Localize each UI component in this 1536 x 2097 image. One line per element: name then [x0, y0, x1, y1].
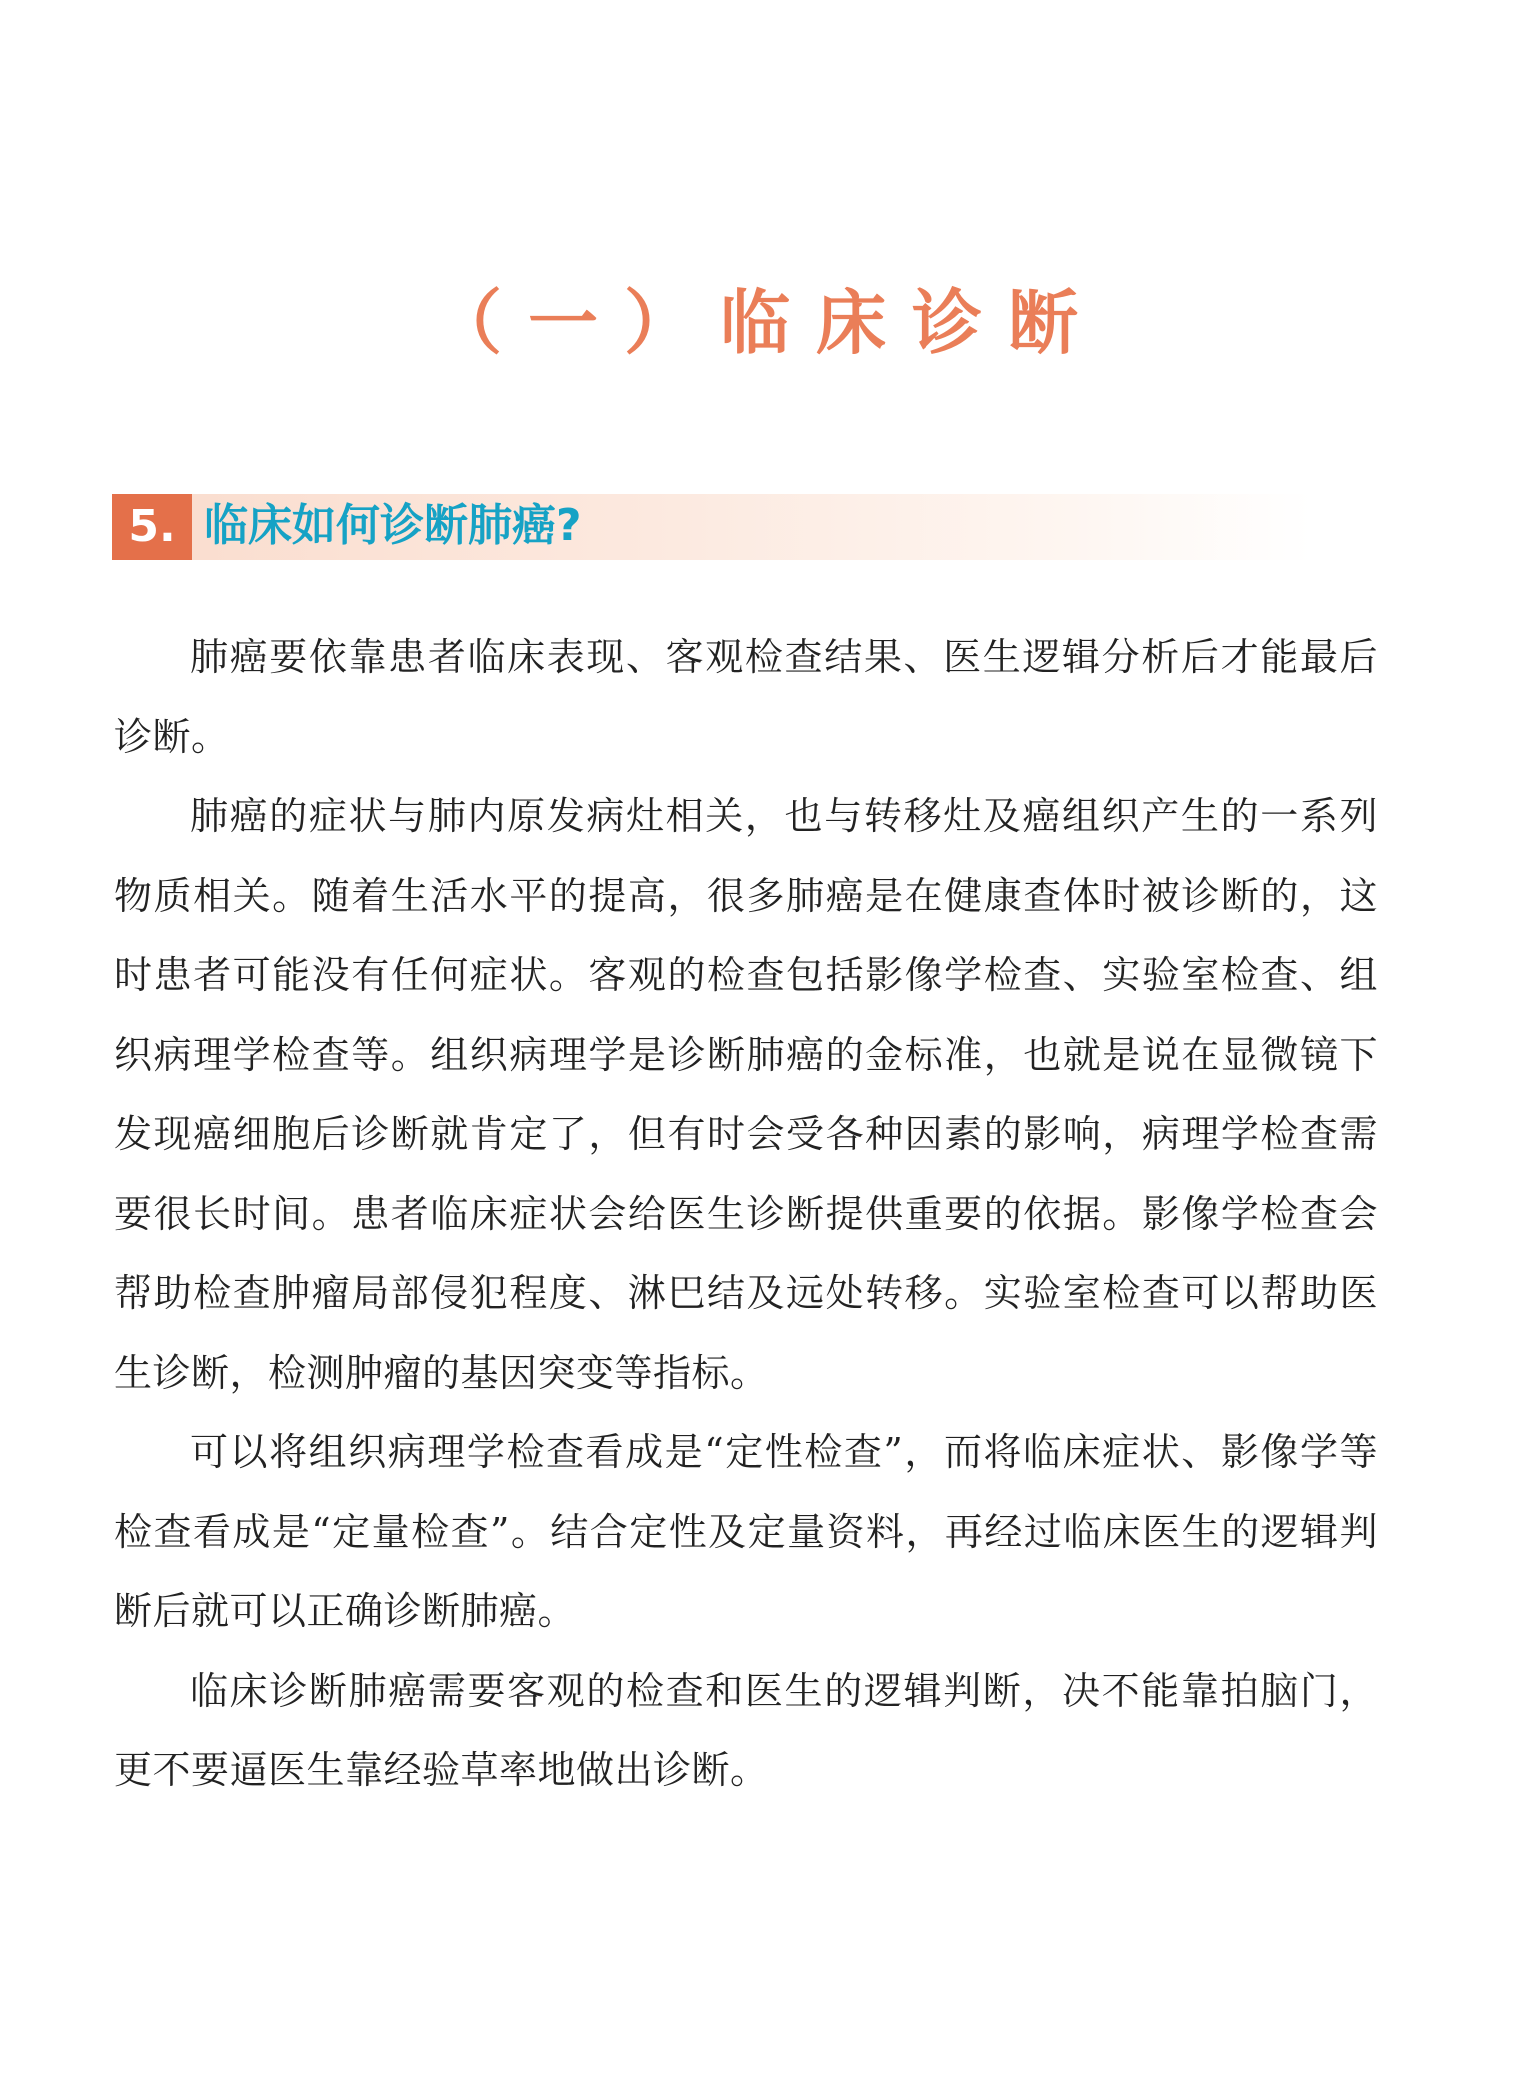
paragraph-3: 可以将组织病理学检查看成是“定性检查”，而将临床症状、影像学等检查看成是“定量检查”。结合定性及定量资料，再经过临床医生的逻辑判断后就可以正确诊断肺癌。 [114, 1430, 1378, 1633]
paragraph-4: 临床诊断肺癌需要客观的检查和医生的逻辑判断，决不能靠拍脑门，更不要逼医生靠经验草率地做出诊断。 [114, 1668, 1378, 1792]
paragraph-1: 肺癌要依靠患者临床表现、客观检查结果、医生逻辑分析后才能最后诊断。 [114, 635, 1378, 759]
section-title: （一）临床诊断 [432, 281, 1104, 364]
body-text [114, 618, 1378, 1811]
question-text: 临床如何诊断肺癌? [204, 500, 582, 551]
question-heading [112, 494, 1312, 560]
paragraph-2: 肺癌的症状与肺内原发病灶相关，也与转移灶及癌组织产生的一系列物质相关。随着生活水平的提高，很多肺癌是在健康查体时被诊断的，这时患者可能没有任何症状。客观的检查包括影像学检查、实验室检查、组织病理学检查等。组织病理学是诊断肺癌的金标准，也就是说在显微镜下发现癌细胞后诊断就肯定了，但有时会受各种因素的影响，病理学检查需要很长时间。患者临床症状会给医生诊断提供重要的依据。影像学检查会帮助检查肿瘤局部侵犯程度、淋巴结及远处转移。实验室检查可以帮助医生诊断，检测肿瘤的基因突变等指标。 [114, 794, 1378, 1395]
question-number: 5. [112, 494, 192, 560]
